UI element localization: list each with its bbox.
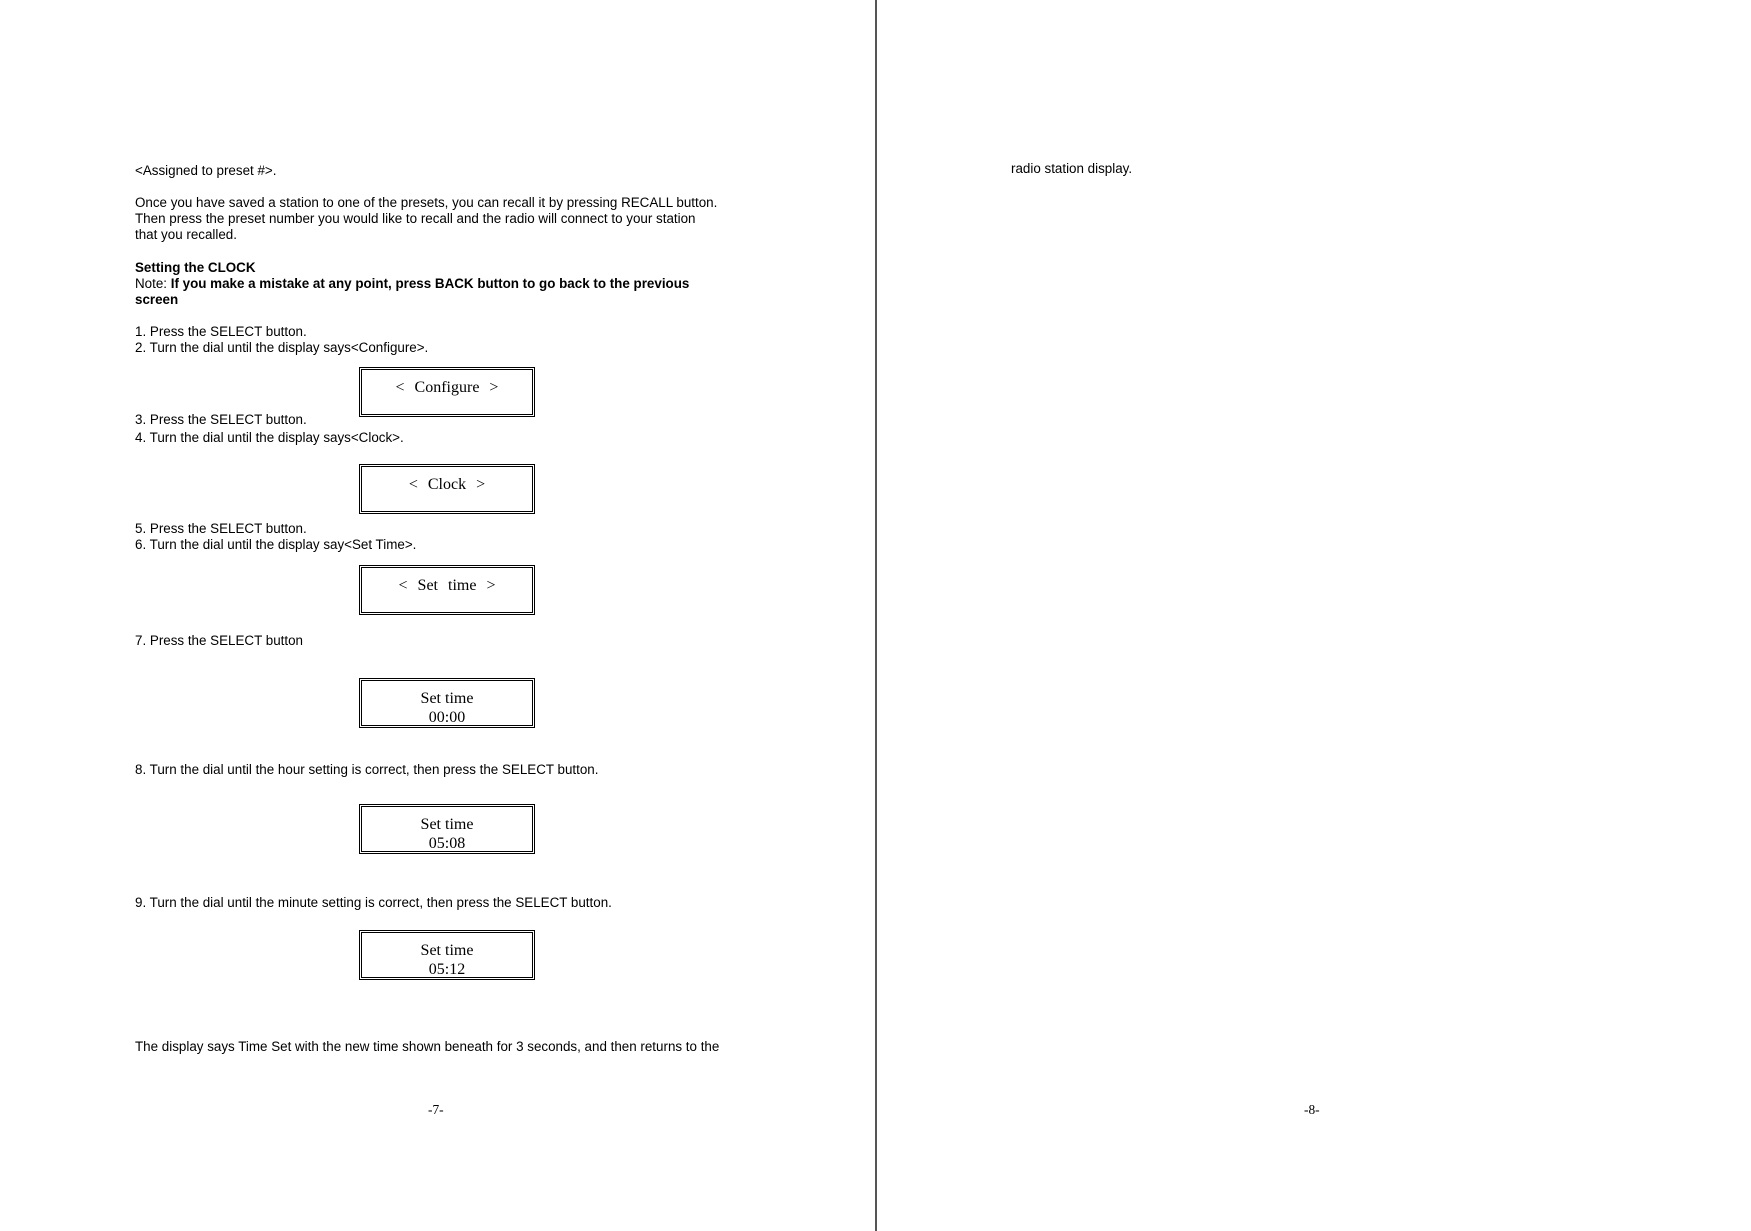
display-clock xyxy=(359,464,535,514)
display-text: < Configure > xyxy=(395,379,499,396)
display-text: < Set time > xyxy=(398,577,496,594)
display-text-row-2: 00:00 xyxy=(428,709,466,726)
display-text-row-1: Set time xyxy=(420,942,474,959)
display-set-time-menu xyxy=(359,565,535,615)
note-bold-text: If you make a mistake at any point, press BACK button to go back to the previous xyxy=(170,276,690,291)
step-8: 8. Turn the dial until the hour setting is correct, then press the SELECT button. xyxy=(135,762,599,777)
note-line-2: screen xyxy=(135,292,179,307)
step-6: 6. Turn the dial until the display say<Set Time>. xyxy=(135,537,417,552)
note-line xyxy=(135,276,689,292)
step-4: 4. Turn the dial until the display says<Clock>. xyxy=(135,430,404,445)
display-text-row-2: 05:12 xyxy=(428,961,466,978)
display-text-row-2: 05:08 xyxy=(428,835,466,852)
step-7: 7. Press the SELECT button xyxy=(135,633,303,648)
note-prefix: Note: xyxy=(135,276,171,291)
display-set-time-0508 xyxy=(359,804,535,854)
final-paragraph-line: The display says Time Set with the new time shown beneath for 3 seconds, and then returns to the xyxy=(135,1039,720,1054)
assigned-preset-line: <Assigned to preset #>. xyxy=(135,163,277,178)
display-text: < Clock > xyxy=(408,476,486,493)
step-5: 5. Press the SELECT button. xyxy=(135,521,307,536)
continuation-text: radio station display. xyxy=(1011,161,1133,176)
display-text-row-1: Set time xyxy=(420,816,474,833)
recall-paragraph-line-2: Then press the preset number you would like to recall and the radio will connect to your station xyxy=(135,211,696,226)
display-configure xyxy=(359,367,535,417)
recall-paragraph-line-1: Once you have saved a station to one of the presets, you can recall it by pressing RECALL button. xyxy=(135,195,718,210)
display-text-row-1: Set time xyxy=(420,690,474,707)
step-3: 3. Press the SELECT button. xyxy=(135,412,307,427)
step-2: 2. Turn the dial until the display says<Configure>. xyxy=(135,340,429,355)
page-divider xyxy=(875,0,877,1231)
recall-paragraph-line-3: that you recalled. xyxy=(135,227,237,242)
display-set-time-0000 xyxy=(359,678,535,728)
page-number-right: -8- xyxy=(1304,1102,1320,1117)
page-number-left: -7- xyxy=(428,1102,444,1117)
clock-section-heading: Setting the CLOCK xyxy=(135,260,256,275)
step-9: 9. Turn the dial until the minute setting is correct, then press the SELECT button. xyxy=(135,895,612,910)
display-set-time-0512 xyxy=(359,930,535,980)
step-1: 1. Press the SELECT button. xyxy=(135,324,307,339)
